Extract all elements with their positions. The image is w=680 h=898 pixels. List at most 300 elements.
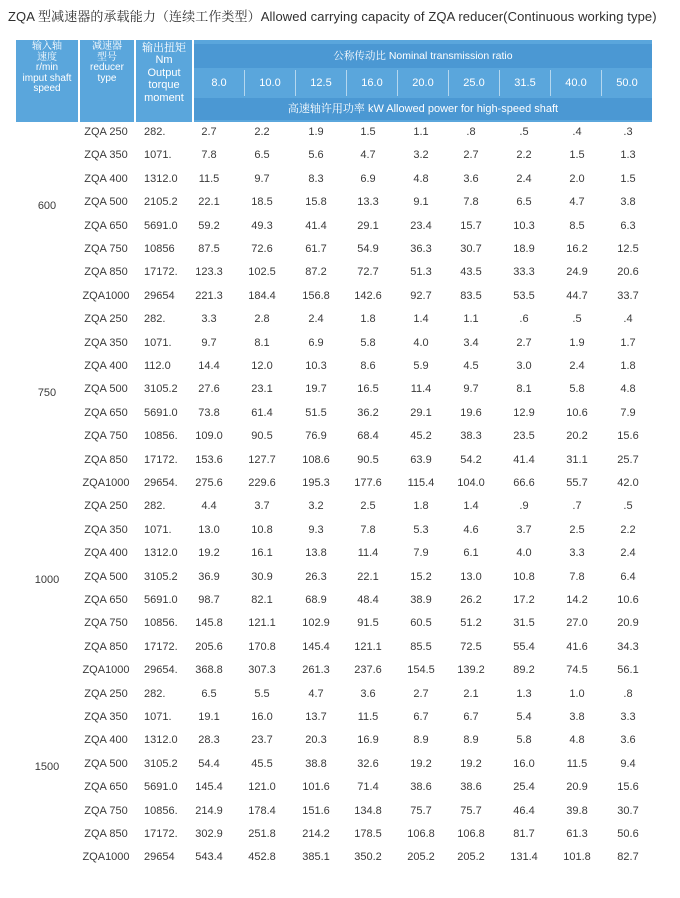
input-speed-cell: 600 — [37, 199, 57, 212]
power-cell: 26.3 — [305, 570, 327, 583]
input-speed-line: speed — [33, 83, 61, 95]
power-cell: 5.6 — [308, 149, 324, 162]
reducer-type-cell: ZQA 650 — [84, 219, 128, 232]
power-cell: 145.4 — [195, 781, 223, 794]
power-cell: 8.1 — [516, 383, 532, 396]
power-cell: 3.6 — [620, 734, 636, 747]
ratio-values-row — [194, 70, 652, 96]
power-cell: 101.8 — [563, 851, 591, 864]
torque-cell: 3105.2 — [144, 757, 178, 770]
power-cell: 63.9 — [410, 453, 432, 466]
power-cell: 5.8 — [569, 383, 585, 396]
power-cell: 60.5 — [410, 617, 432, 630]
torque-cell: 5691.0 — [144, 594, 178, 606]
power-cell: 102.5 — [248, 266, 276, 279]
power-cell: 15.8 — [305, 196, 327, 209]
reducer-type-cell: ZQA 350 — [84, 336, 128, 349]
table-row — [0, 333, 680, 356]
power-cell: 104.0 — [457, 477, 485, 489]
power-cell: 156.8 — [302, 289, 330, 302]
power-cell: 6.5 — [201, 687, 217, 700]
reducer-type-cell: ZQA 850 — [84, 453, 128, 466]
power-cell: 54.2 — [460, 453, 482, 466]
power-cell: 55.4 — [513, 640, 535, 653]
power-cell: 229.6 — [248, 477, 276, 489]
power-cell: 13.8 — [305, 547, 327, 560]
power-cell: 2.7 — [463, 149, 479, 162]
power-cell: 261.3 — [302, 664, 330, 677]
power-cell: 18.9 — [513, 243, 535, 255]
power-cell: 7.8 — [201, 149, 217, 162]
power-cell: 154.5 — [407, 664, 435, 677]
power-cell: 3.3 — [620, 711, 636, 723]
power-cell: 25.4 — [513, 781, 535, 794]
ratio-value: 16.0 — [346, 70, 397, 96]
ratio-value: 40.0 — [550, 70, 601, 96]
torque-cell: 29654. — [144, 477, 178, 489]
table-row — [0, 660, 680, 683]
input-speed-cell: 1500 — [34, 761, 60, 774]
power-cell: 14.4 — [198, 360, 220, 372]
power-cell: 38.6 — [460, 781, 482, 794]
power-cell: 109.0 — [195, 430, 223, 443]
power-cell: 23.4 — [410, 219, 432, 232]
table-row — [0, 590, 680, 613]
torque-cell: 17172. — [144, 266, 178, 279]
reducer-type-header-text — [80, 42, 134, 84]
power-cell: 55.7 — [566, 477, 588, 489]
table-row — [0, 309, 680, 332]
power-cell: 2.1 — [463, 687, 479, 700]
input-speed-line: 速度 — [37, 51, 57, 63]
reducer-type-cell: ZQA1000 — [82, 289, 130, 302]
table-row — [0, 613, 680, 636]
power-cell: 14.2 — [566, 594, 588, 606]
power-cell: .5 — [572, 313, 582, 326]
power-cell: 3.8 — [620, 196, 636, 209]
power-cell: 4.4 — [201, 500, 217, 513]
power-cell: 4.6 — [463, 523, 479, 536]
torque-cell: 17172. — [144, 640, 178, 653]
power-cell: 16.2 — [566, 243, 588, 255]
power-cell: 30.9 — [251, 570, 273, 583]
power-cell: 50.6 — [617, 828, 639, 840]
power-cell: 61.4 — [251, 406, 273, 419]
power-cell: 16.1 — [251, 547, 273, 560]
power-cell: 51.2 — [460, 617, 482, 630]
torque-cell: 112.0 — [144, 360, 171, 372]
power-cell: 12.0 — [251, 360, 273, 372]
power-cell: 350.2 — [354, 851, 382, 864]
power-cell: 101.6 — [302, 781, 330, 794]
torque-cell: 282. — [144, 126, 166, 138]
power-cell: 8.5 — [569, 219, 585, 232]
power-cell: 2.7 — [516, 336, 532, 349]
power-cell: 68.9 — [305, 594, 327, 606]
input-speed-line: r/min — [35, 62, 59, 74]
power-cell: 23.1 — [251, 383, 273, 396]
power-cell: 66.6 — [513, 477, 535, 489]
power-cell: 7.8 — [569, 570, 585, 583]
power-cell: 41.4 — [513, 453, 535, 466]
power-cell: 307.3 — [248, 664, 276, 677]
power-cell: 385.1 — [302, 851, 330, 864]
torque-cell: 1071. — [144, 523, 172, 536]
reducer-type-cell: ZQA 500 — [84, 383, 128, 396]
output-torque-header — [136, 40, 192, 122]
power-cell: 41.4 — [305, 219, 327, 232]
power-cell: 2.7 — [413, 687, 429, 700]
power-cell: 17.2 — [513, 594, 535, 606]
reducer-type-cell: ZQA 500 — [84, 570, 128, 583]
power-cell: 115.4 — [407, 477, 435, 489]
power-cell: 131.4 — [510, 851, 538, 864]
power-cell: 127.7 — [248, 453, 276, 466]
power-cell: 13.0 — [198, 523, 220, 536]
table-row — [0, 801, 680, 824]
power-cell: 16.5 — [357, 383, 379, 396]
torque-cell: 5691.0 — [144, 219, 178, 232]
reducer-type-cell: ZQA 350 — [84, 711, 128, 723]
reducer-type-header — [80, 40, 134, 122]
power-cell: 2.4 — [620, 547, 636, 560]
power-cell: 48.4 — [357, 594, 379, 606]
power-cell: .9 — [519, 500, 529, 513]
power-cell: .3 — [623, 126, 633, 138]
reducer-type-cell: ZQA 250 — [84, 500, 128, 513]
power-cell: 25.7 — [617, 453, 639, 466]
power-cell: 9.7 — [201, 336, 217, 349]
power-cell: 3.0 — [516, 360, 532, 372]
power-cell: .5 — [519, 126, 529, 138]
power-cell: 275.6 — [195, 477, 223, 489]
power-cell: 1.8 — [620, 360, 636, 372]
ratio-value: 10.0 — [244, 70, 295, 96]
power-cell: 121.0 — [248, 781, 276, 794]
input-speed-cell: 1000 — [34, 574, 60, 586]
power-cell: 302.9 — [195, 828, 223, 840]
torque-cell: 29654 — [144, 851, 175, 864]
power-cell: 11.5 — [566, 757, 588, 770]
torque-cell: 1071. — [144, 711, 172, 723]
power-cell: 1.4 — [463, 500, 479, 513]
power-cell: 23.5 — [513, 430, 535, 443]
power-cell: .4 — [572, 126, 582, 138]
power-cell: 23.7 — [251, 734, 273, 747]
power-cell: 151.6 — [302, 804, 330, 817]
power-cell: 237.6 — [354, 664, 382, 677]
power-cell: 142.6 — [354, 289, 382, 302]
power-cell: 54.4 — [198, 757, 220, 770]
power-cell: 11.5 — [357, 711, 379, 723]
torque-cell: 282. — [144, 500, 166, 513]
power-cell: 4.8 — [413, 172, 429, 185]
reducer-type-cell: ZQA 750 — [84, 617, 128, 630]
power-cell: 20.6 — [617, 266, 639, 279]
table-row — [0, 824, 680, 847]
power-cell: 26.2 — [460, 594, 482, 606]
input-speed-line: 输入轴 — [32, 41, 62, 52]
torque-cell: 3105.2 — [144, 383, 178, 396]
output-torque-line: Nm — [155, 54, 173, 67]
power-cell: 195.3 — [302, 477, 330, 489]
power-cell: 3.8 — [569, 711, 585, 723]
reducer-type-cell: ZQA 400 — [84, 172, 128, 185]
reducer-type-cell: ZQA 650 — [84, 406, 128, 419]
power-cell: .5 — [623, 500, 633, 513]
power-cell: 49.3 — [251, 219, 273, 232]
power-cell: 2.7 — [201, 126, 217, 138]
power-cell: 16.0 — [513, 757, 535, 770]
table-row — [0, 450, 680, 473]
power-cell: 72.7 — [357, 266, 379, 279]
power-cell: .8 — [623, 687, 633, 700]
power-cell: 2.2 — [516, 149, 532, 162]
power-cell: 44.7 — [566, 289, 588, 302]
power-cell: 4.7 — [569, 196, 585, 209]
power-cell: 2.2 — [620, 523, 636, 536]
reducer-type-cell: ZQA 850 — [84, 640, 128, 653]
power-cell: 543.4 — [195, 851, 223, 864]
power-cell: 9.4 — [620, 757, 636, 770]
power-cell: 8.6 — [360, 360, 376, 372]
reducer-type-cell: ZQA1000 — [82, 664, 130, 677]
table-row — [0, 567, 680, 590]
power-cell: 87.5 — [198, 243, 220, 255]
power-cell: 6.9 — [360, 172, 376, 185]
power-cell: 1.3 — [620, 149, 636, 162]
power-cell: 12.5 — [617, 243, 639, 255]
reducer-type-cell: ZQA 850 — [84, 828, 128, 840]
power-cell: 251.8 — [248, 828, 276, 840]
power-cell: 1.9 — [569, 336, 585, 349]
power-cell: 54.9 — [357, 243, 379, 255]
power-cell: 43.5 — [460, 266, 482, 279]
power-cell: 15.6 — [617, 430, 639, 443]
input-speed-header-text — [16, 42, 78, 95]
reducer-type-cell: ZQA 350 — [84, 149, 128, 162]
power-cell: 9.1 — [413, 196, 429, 209]
power-cell: 16.9 — [357, 734, 379, 747]
power-cell: 1.5 — [569, 149, 585, 162]
power-cell: 1.7 — [620, 336, 636, 349]
power-cell: 8.3 — [308, 172, 324, 185]
power-cell: 13.0 — [460, 570, 482, 583]
table-row — [0, 403, 680, 426]
power-cell: 8.1 — [254, 336, 270, 349]
power-cell: 13.3 — [357, 196, 379, 209]
power-cell: 121.1 — [354, 640, 382, 653]
power-cell: 20.9 — [617, 617, 639, 630]
power-cell: 3.7 — [516, 523, 532, 536]
torque-cell: 1071. — [144, 336, 172, 349]
power-cell: 7.8 — [360, 523, 376, 536]
power-cell: 2.5 — [569, 523, 585, 536]
power-cell: 22.1 — [357, 570, 379, 583]
power-cell: 214.9 — [195, 804, 223, 817]
power-cell: 6.5 — [254, 149, 270, 162]
ratio-value: 31.5 — [499, 70, 550, 96]
power-cell: 3.3 — [569, 547, 585, 560]
power-cell: 6.1 — [463, 547, 479, 560]
reducer-type-line: 减速器 — [92, 41, 122, 52]
power-cell: 30.7 — [617, 804, 639, 817]
power-cell: 19.7 — [305, 383, 327, 396]
reducer-type-cell: ZQA1000 — [82, 477, 130, 489]
power-cell: 42.0 — [617, 477, 639, 489]
power-cell: 139.2 — [457, 664, 485, 677]
output-torque-line: moment — [144, 91, 184, 104]
input-speed-line: imput shaft — [22, 72, 72, 84]
power-cell: 145.8 — [195, 617, 223, 630]
output-torque-line: torque — [148, 79, 180, 92]
power-cell: 7.9 — [620, 406, 636, 419]
power-cell: 6.5 — [516, 196, 532, 209]
power-cell: 61.7 — [305, 243, 327, 255]
power-cell: 4.0 — [413, 336, 429, 349]
power-cell: .7 — [572, 500, 582, 513]
table-row — [0, 262, 680, 285]
power-cell: 9.7 — [254, 172, 270, 185]
power-cell: 34.3 — [617, 640, 639, 653]
power-cell: 102.9 — [302, 617, 330, 630]
power-cell: 38.3 — [460, 430, 482, 443]
power-cell: 3.2 — [308, 500, 324, 513]
reducer-type-cell: ZQA 250 — [84, 126, 128, 138]
power-cell: 8.9 — [463, 734, 479, 747]
page-title: ZQA 型减速器的承载能力（连续工作类型）Allowed carrying capacity of ZQA reducer(Continuous working type) — [8, 9, 657, 24]
reducer-type-cell: ZQA 750 — [84, 804, 128, 817]
power-cell: 82.1 — [251, 594, 273, 606]
power-cell: 30.7 — [460, 243, 482, 255]
power-cell: 27.6 — [198, 383, 220, 396]
power-cell: 221.3 — [195, 289, 223, 302]
reducer-type-cell: ZQA 400 — [84, 734, 128, 747]
power-cell: 61.3 — [566, 828, 588, 840]
output-torque-header-text — [136, 42, 192, 104]
power-cell: 38.9 — [410, 594, 432, 606]
ratio-value: 50.0 — [601, 70, 652, 96]
power-cell: 87.2 — [305, 266, 327, 279]
power-cell: 178.4 — [248, 804, 276, 817]
reducer-type-cell: ZQA 250 — [84, 313, 128, 326]
ratio-title: 公称传动比 Nominal transmission ratio — [194, 44, 652, 68]
power-cell: 38.6 — [410, 781, 432, 794]
power-cell: 205.2 — [457, 851, 485, 864]
power-cell: 2.4 — [569, 360, 585, 372]
power-cell: 19.2 — [198, 547, 220, 560]
power-cell: 85.5 — [410, 640, 432, 653]
reducer-type-cell: ZQA 750 — [84, 430, 128, 443]
power-cell: 1.8 — [360, 313, 376, 326]
output-torque-line: Output — [147, 66, 181, 79]
power-cell: 123.3 — [195, 266, 223, 279]
torque-cell: 10856. — [144, 804, 178, 817]
power-cell: 90.5 — [251, 430, 273, 443]
power-cell: 6.4 — [620, 570, 636, 583]
power-cell: 28.3 — [198, 734, 220, 747]
reducer-type-cell: ZQA 500 — [84, 196, 128, 209]
power-cell: 3.2 — [413, 149, 429, 162]
power-cell: 59.2 — [198, 219, 220, 232]
table-row — [0, 707, 680, 730]
power-cell: 24.9 — [566, 266, 588, 279]
power-cell: 5.8 — [360, 336, 376, 349]
power-cell: 27.0 — [566, 617, 588, 630]
power-cell: 10.6 — [617, 594, 639, 606]
power-cell: 153.6 — [195, 453, 223, 466]
torque-cell: 29654 — [144, 289, 175, 302]
table-row — [0, 730, 680, 753]
power-cell: 19.2 — [410, 757, 432, 770]
table-row — [0, 426, 680, 449]
power-cell: 71.4 — [357, 781, 379, 794]
power-cell: 81.7 — [513, 828, 535, 840]
power-cell: 3.4 — [463, 336, 479, 349]
power-cell: 4.7 — [308, 687, 324, 700]
power-cell: 1.4 — [413, 313, 429, 326]
table-row — [0, 473, 680, 496]
power-cell: 41.6 — [566, 640, 588, 653]
power-cell: 6.3 — [620, 219, 636, 232]
power-cell: 29.1 — [410, 406, 432, 419]
power-cell: 4.8 — [620, 383, 636, 396]
power-cell: 452.8 — [248, 851, 276, 864]
power-cell: 106.8 — [407, 828, 435, 840]
table-row — [0, 239, 680, 262]
power-cell: 145.4 — [302, 640, 330, 653]
table-row — [0, 496, 680, 519]
power-cell: 9.7 — [463, 383, 479, 396]
power-cell: 5.5 — [254, 687, 270, 700]
power-cell: 73.8 — [198, 406, 220, 419]
power-cell: 46.4 — [513, 804, 535, 817]
power-cell: 7.9 — [413, 547, 429, 560]
power-cell: 10.8 — [513, 570, 535, 583]
power-cell: 32.6 — [357, 757, 379, 770]
power-cell: .8 — [466, 126, 476, 138]
power-cell: 45.2 — [410, 430, 432, 443]
power-cell: 15.7 — [460, 219, 482, 232]
torque-cell: 17172. — [144, 453, 178, 466]
table-row — [0, 847, 680, 870]
power-cell: 98.7 — [198, 594, 220, 606]
power-cell: 1.0 — [569, 687, 585, 700]
power-cell: 38.8 — [305, 757, 327, 770]
power-cell: 75.7 — [410, 804, 432, 817]
power-cell: 36.9 — [198, 570, 220, 583]
power-cell: 13.7 — [305, 711, 327, 723]
power-cell: 1.8 — [413, 500, 429, 513]
power-cell: 4.8 — [569, 734, 585, 747]
power-cell: 1.3 — [516, 687, 532, 700]
power-cell: 82.7 — [617, 851, 639, 864]
power-cell: 92.7 — [410, 289, 432, 302]
reducer-type-cell: ZQA 250 — [84, 687, 128, 700]
power-cell: 5.4 — [516, 711, 532, 723]
reducer-type-cell: ZQA 650 — [84, 594, 128, 606]
torque-cell: 10856. — [144, 430, 178, 443]
power-cell: 74.5 — [566, 664, 588, 677]
torque-cell: 10856 — [144, 243, 175, 255]
table-row — [0, 145, 680, 168]
power-cell: 51.5 — [305, 406, 327, 419]
power-cell: 6.9 — [308, 336, 324, 349]
output-torque-line: 输出扭矩 — [142, 42, 186, 54]
power-cell: 214.2 — [302, 828, 330, 840]
power-cell: 19.6 — [460, 406, 482, 419]
power-cell: 9.3 — [308, 523, 324, 536]
